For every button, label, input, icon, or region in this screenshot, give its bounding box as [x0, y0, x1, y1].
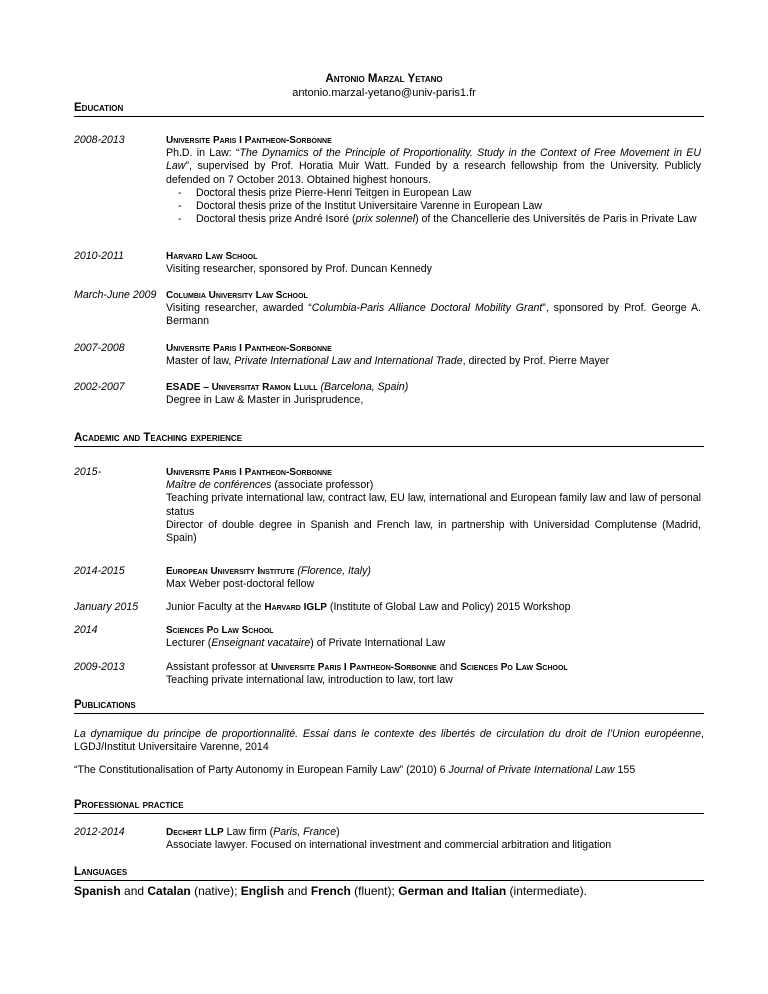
entry-description: Assistant professor at Universite Paris I Pantheon-Sorbonne and Sciences Po Law School — [166, 661, 568, 673]
entry-institution: Harvard Law School — [166, 251, 258, 262]
list-item: - Doctoral thesis prize of the Institut Universitaire Varenne in European Law — [166, 200, 701, 213]
entry-location: (Florence, Italy) — [297, 565, 371, 577]
publication-item: La dynamique du principe de proportionnalité. Essai dans le contexte des libertés de circulation du droit de l’Union européenne, LGDJ/Institut Universitaire Varenne, 2014 — [74, 728, 704, 754]
entry-date: 2015- — [74, 466, 102, 478]
entry-date: 2014-2015 — [74, 565, 125, 577]
section-education-title: Education — [74, 102, 704, 117]
entry-body — [166, 381, 701, 407]
entry-heading — [166, 381, 701, 394]
entry-description: Max Weber post-doctoral fellow — [166, 578, 315, 591]
section-publications-title: Publications — [74, 699, 704, 714]
entry-description: Degree in Law & Master in Jurisprudence, — [166, 394, 364, 407]
candidate-email: antonio.marzal-yetano@univ-paris1.fr — [292, 87, 476, 99]
section-professional-title: Professional practice — [74, 799, 704, 814]
entry-role: Maître de conférences (associate professor) — [166, 479, 374, 492]
entry-location: (Barcelona, Spain) — [320, 381, 409, 393]
entry-date: 2002-2007 — [74, 381, 125, 393]
entry-body — [166, 289, 701, 329]
entry-institution: Sciences Po Law School — [166, 625, 274, 636]
list-item: - Doctoral thesis prize André Isoré (prix solennel) of the Chancellerie des Universités de Paris in Private Law — [166, 213, 701, 226]
entry-description: Visiting researcher, awarded “Columbia-Paris Alliance Doctoral Mobility Grant”, sponsored by Prof. George A. Bermann — [166, 302, 701, 328]
entry-body — [166, 466, 701, 545]
entry-body — [166, 826, 701, 852]
languages-line: Spanish and Catalan (native); English and French (fluent); German and Italian (intermediate). — [74, 884, 587, 898]
entry-description: Visiting researcher, sponsored by Prof. Duncan Kennedy — [166, 263, 432, 276]
entry-date: 2009-2013 — [74, 661, 125, 673]
entry-heading: Dechert LLP Law firm (Paris, France) — [166, 826, 340, 838]
entry-description: Lecturer (Enseignant vacataire) of Private International Law — [166, 637, 446, 650]
entry-institution: Universite Paris I Pantheon-Sorbonne — [166, 467, 332, 478]
entry-heading — [166, 565, 701, 578]
entry-date: 2007-2008 — [74, 342, 125, 354]
list-item: - Doctoral thesis prize Pierre-Henri Teitgen in European Law — [166, 187, 701, 200]
entry-body — [166, 661, 701, 687]
entry-institution: ESADE – Universitat Ramon Llull — [166, 382, 318, 393]
entry-institution: Columbia University Law School — [166, 290, 308, 301]
entry-body — [166, 250, 701, 276]
entry-body — [166, 342, 701, 368]
entry-date: January 2015 — [74, 601, 139, 613]
entry-description: Teaching private international law, contract law, EU law, international and European family law and law of personal status — [166, 492, 701, 518]
entry-description: Master of law, Private International Law and International Trade, directed by Prof. Pierre Mayer — [166, 355, 610, 368]
prize-list — [166, 187, 701, 227]
candidate-name: Antonio Marzal Yetano — [325, 73, 443, 85]
entry-date: 2008-2013 — [74, 134, 125, 146]
entry-institution: European University Institute — [166, 566, 295, 577]
entry-description: Teaching private international law, introduction to law, tort law — [166, 674, 453, 687]
entry-description: Junior Faculty at the Harvard IGLP (Institute of Global Law and Policy) 2015 Workshop — [166, 601, 571, 613]
entry-description: Associate lawyer. Focused on international investment and commercial arbitration and litigation — [166, 839, 612, 852]
entry-institution: Universite Paris I Pantheon-Sorbonne — [166, 135, 332, 146]
entry-description: Ph.D. in Law: “The Dynamics of the Principle of Proportionality. Study in the Context of Free Movement in EU Law”, supervised by Prof. Horatia Muir Watt. Funded by a research fellowship from the University. Publicly defended on 7 October 2013. Obtained highest honours. — [166, 147, 701, 186]
entry-body — [166, 565, 701, 591]
section-academic-title: Academic and Teaching experience — [74, 432, 704, 447]
entry-date: March-June 2009 — [74, 289, 157, 301]
entry-date: 2014 — [74, 624, 98, 636]
section-languages-title: Languages — [74, 866, 704, 881]
entry-description: Director of double degree in Spanish and French law, in partnership with Universidad Complutense (Madrid, Spain) — [166, 518, 701, 545]
entry-institution: Universite Paris I Pantheon-Sorbonne — [166, 343, 332, 354]
publication-item: “The Constitutionalisation of Party Autonomy in European Family Law” (2010) 6 Journal of Private International Law 155 — [74, 764, 636, 776]
entry-date: 2012-2014 — [74, 826, 125, 838]
entry-body — [166, 624, 701, 650]
entry-date: 2010-2011 — [74, 250, 124, 262]
entry-body — [166, 134, 701, 226]
entry-body — [166, 601, 701, 614]
